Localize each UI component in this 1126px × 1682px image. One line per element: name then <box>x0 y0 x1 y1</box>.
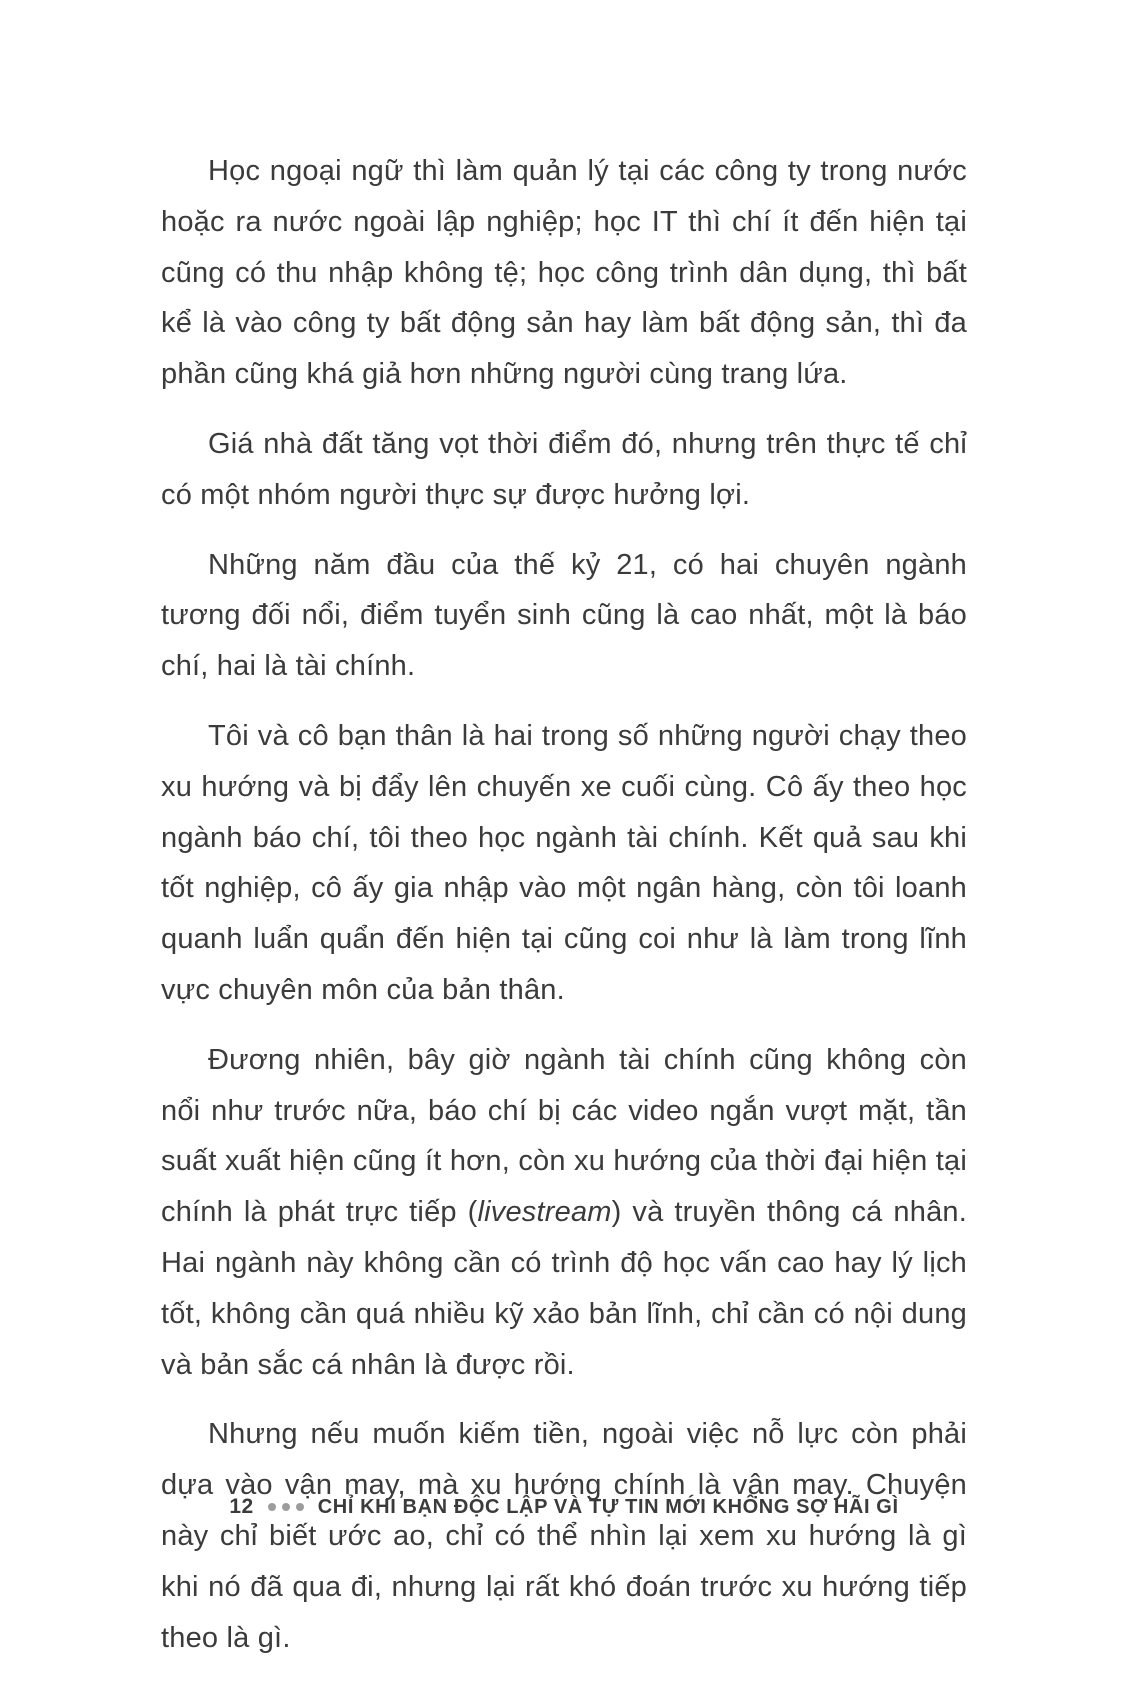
separator-dot <box>268 1503 276 1511</box>
body-paragraph: Học ngoại ngữ thì làm quản lý tại các công ty trong nước hoặc ra nước ngoài lập nghiệp; học IT thì chí ít đến hiện tại cũng có thu nhập không tệ; học công trình dân dụng, thì bất kể là vào công ty bất động sản hay làm bất động sản, thì đa phần cũng khá giả hơn những người cùng trang lứa. <box>161 155 967 391</box>
body-paragraph: Nhưng nếu muốn kiếm tiền, ngoài việc nỗ lực còn phải dựa vào vận may, mà xu hướng chính là vận may. Chuyện này chỉ biết ước ao, chỉ có thể nhìn lại xem xu hướng là gì khi nó đã qua đi, nhưng lại rất khó đoán trước xu hướng tiếp theo là gì. <box>161 1418 967 1654</box>
body-paragraph: Những năm đầu của thế kỷ 21, có hai chuyên ngành tương đối nổi, điểm tuyển sinh cũng là cao nhất, một là báo chí, hai là tài chính. <box>161 548 967 683</box>
body-paragraph: Tôi và cô bạn thân là hai trong số những người chạy theo xu hướng và bị đẩy lên chuyến xe cuối cùng. Cô ấy theo học ngành báo chí, tôi theo học ngành tài chính. Kết quả sau khi tốt nghiệp, cô ấy gia nhập vào một ngân hàng, còn tôi loanh quanh luẩn quẩn đến hiện tại cũng coi như là làm trong lĩnh vực chuyên môn của bản thân. <box>161 719 967 1006</box>
separator-dot <box>296 1503 304 1511</box>
body-paragraph <box>161 1035 967 1391</box>
footer-separator-dots <box>268 1503 304 1511</box>
paragraph-segment: Đương nhiên, bây giờ ngành tài chính cũng không còn nổi như trước nữa, báo chí bị các video ngắn vượt mặt, tần suất xuất hiện cũng ít hơn, còn xu hướng của thời đại hiện tại chính là phát trực tiếp ( <box>161 1043 967 1229</box>
body-paragraph: Giá nhà đất tăng vọt thời điểm đó, nhưng trên thực tế chỉ có một nhóm người thực sự được hưởng lợi. <box>161 427 967 511</box>
page-footer <box>161 1494 967 1520</box>
separator-dot <box>282 1503 290 1511</box>
page-number: 12 <box>229 1495 254 1518</box>
paragraph-segment: ) và truyền thông cá nhân. Hai ngành này không cần có trình độ học vấn cao hay lý lịch tốt, không cần quá nhiều kỹ xảo bản lĩnh, chỉ cần có nội dung và bản sắc cá nhân là được rồi. <box>161 1196 967 1381</box>
running-title: CHỈ KHI BẠN ĐỘC LẬP VÀ TỰ TIN MỚI KHÔNG SỢ HÃI GÌ <box>317 1496 899 1518</box>
italic-term: livestream <box>477 1196 612 1229</box>
page-body-text <box>161 146 967 1682</box>
